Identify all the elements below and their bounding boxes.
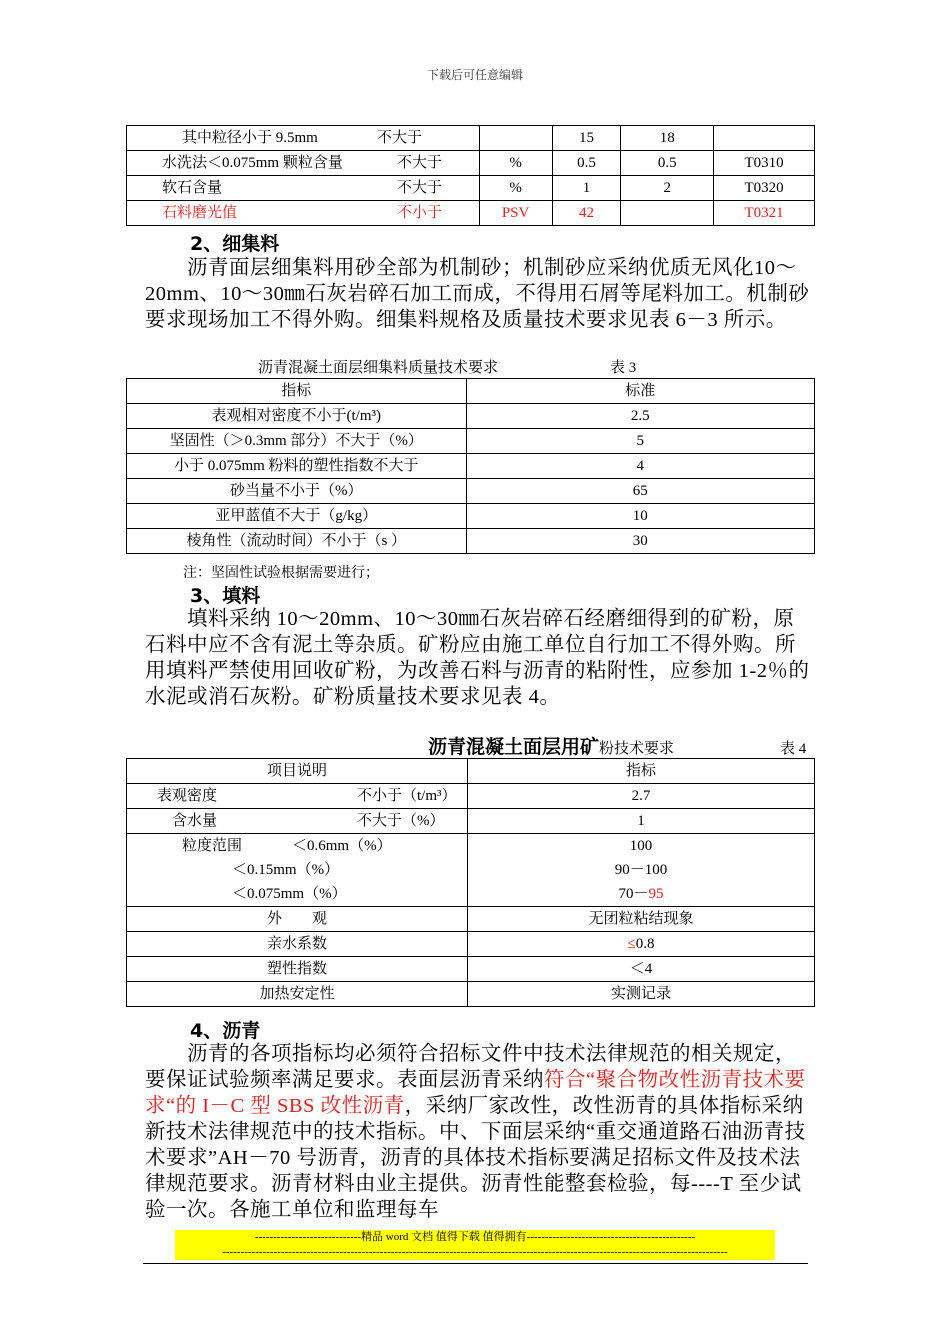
table-header-row [127,759,815,784]
unit-cell: PSV [479,201,552,226]
table-4-caption [428,732,674,759]
item-condition: 不小于（t/m³） [357,788,457,804]
method-cell: T0320 [714,176,815,201]
value-1-cell: 15 [552,126,621,151]
unit-cell [479,126,552,151]
table-row [127,151,815,176]
coarse-aggregate-table [126,125,815,226]
indicator-cell: 坚固性（＞0.3mm 部分）不大于（%） [127,429,467,454]
section-4-heading: 4、沥青 [190,1020,261,1042]
section-4-paragraph [145,1041,810,1223]
table-row [127,176,815,201]
indicator-name: 其中粒径小于 9.5mm [182,130,318,146]
section-4-text-b: ，采纳厂家改性，改性沥青的具体指标采纳新技术法律规范中的技术指标。中、下面层采纳“重交通道路石油沥青技术要求”AH－70 号沥青，沥青的具体技术指标要满足招标文件及技术法律规范要求。沥青材料由业主提供。沥青性能整套检验，每----T 至少试验一次。各施工单位和监理每车 [145,1095,806,1221]
indicator-cell [127,176,480,201]
table-4-caption-rest: 粉技术要求 [599,741,675,757]
index-cell: 无团粒粘结现象 [468,907,815,932]
item-label: 表观密度 [157,788,218,804]
limit-label: 不小于 [397,205,443,221]
table-4-caption-bold: 沥青混凝土面层用矿 [428,736,600,758]
section-2-paragraph: 沥青面层细集料用砂全部为机制砂；机制砂应采纳优质无风化10～20mm、10～30㎜石灰岩碎石加工而成，不得用石屑等尾料加工。机制砂要求现场加工不得外购。细集料规格及质量技术要求见表 6－3 所示。 [145,257,810,331]
index-cell: ＜4 [468,957,815,982]
indicator-cell [127,126,480,151]
item-label: 加热安定性 [259,986,335,1002]
item-cell [127,809,468,834]
indicator-cell [127,151,480,176]
index-cell: 90－100 [468,858,815,882]
table-row [127,529,815,554]
standard-cell: 30 [466,529,814,554]
indicator-name: 石料磨光值 [162,205,238,221]
standard-cell: 5 [466,429,814,454]
item-condition: ＜0.6mm（%） [292,838,392,854]
item-cell [127,907,468,932]
value-1-cell: 1 [552,176,621,201]
limit-label: 不大于 [397,155,443,171]
indicator-cell: 表观相对密度不小于(t/m³) [127,404,467,429]
header-standard: 标准 [466,379,814,404]
footer-banner-line-1: -----------------------------精品 word 文档 值得下载 值得拥有---------------------------------------------- [175,1230,775,1245]
item-condition: ＜0.075mm（%） [232,886,347,902]
item-cell [127,932,468,957]
index-cell: 1 [468,809,815,834]
indicator-cell: 砂当量不小于（%） [127,479,467,504]
table-header-row [127,379,815,404]
item-label: 粒度范围 [182,838,243,854]
table-row [127,429,815,454]
header-indicator: 指标 [127,379,467,404]
item-label: 亲水系数 [266,936,327,952]
item-cell [127,982,468,1007]
index-value-highlight: 95 [648,886,664,902]
unit-cell: % [479,151,552,176]
value-1-cell: 0.5 [552,151,621,176]
item-condition: ＜0.15mm（%） [232,862,340,878]
table-row [127,784,815,809]
indicator-cell: 棱角性（流动时间）不小于（s ） [127,529,467,554]
header-note: 下载后可任意编辑 [426,68,523,82]
index-value: ≤ [627,936,636,952]
table-row [127,907,815,932]
table-row [127,957,815,982]
section-3-heading: 3、填料 [190,585,261,607]
item-label: 外 观 [266,911,327,927]
table-row [127,201,815,226]
item-condition: 不大于（%） [357,813,445,829]
standard-cell: 4 [466,454,814,479]
table-row [127,858,815,882]
index-cell [468,882,815,907]
table-3-note: 注：坚固性试验根据需要进行； [183,566,379,581]
table-row [127,882,815,907]
table-4-number: 表 4 [780,741,807,757]
index-cell: 100 [468,834,815,859]
limit-label: 不大于 [397,180,443,196]
indicator-cell: 小于 0.075mm 粉料的塑性指数不大于 [127,454,467,479]
standard-cell: 65 [466,479,814,504]
standard-cell: 10 [466,504,814,529]
index-value-highlight: 0.8 [635,936,655,952]
table-row [127,126,815,151]
table-row [127,404,815,429]
item-cell [127,834,468,859]
value-2-cell [621,201,714,226]
header-index: 指标 [468,759,815,784]
table-row [127,932,815,957]
footer-divider [143,1263,808,1264]
table-row [127,504,815,529]
table-3-number: 表 3 [610,360,637,376]
item-cell [127,858,468,882]
index-cell [468,932,815,957]
footer-banner-line-2: ------------------------------------------------------------------------------------------------------------------------------------------ [175,1245,775,1260]
item-cell [127,784,468,809]
method-cell: T0310 [714,151,815,176]
item-cell [127,957,468,982]
mineral-powder-table [126,758,815,1007]
table-row [127,809,815,834]
indicator-cell: 亚甲蓝值不大于（g/kg） [127,504,467,529]
standard-cell: 2.5 [466,404,814,429]
index-value: 70－ [618,886,649,902]
index-cell: 实测记录 [468,982,815,1007]
table-3-caption: 沥青混凝土面层细集料质量技术要求 [258,360,499,376]
indicator-name: 软石含量 [162,180,223,196]
method-cell: T0321 [714,201,815,226]
indicator-name: 水洗法＜0.075mm 颗粒含量 [162,155,343,171]
value-2-cell: 0.5 [621,151,714,176]
section-4-text-a: 沥青的各项指标均必须符合招标文件中技术法律规范的相关规定，要保证试验频率满足要求。表面层沥青采纳 [145,1043,796,1091]
limit-label: 不大于 [377,130,423,146]
item-cell [127,882,468,907]
table-row [127,454,815,479]
table-row [127,479,815,504]
unit-cell: % [479,176,552,201]
section-3-paragraph: 填料采纳 10～20mm、10～30㎜石灰岩碎石经磨细得到的矿粉，原石料中应不含有泥土等杂质。矿粉应由施工单位自行加工不得外购。所用填料严禁使用回收矿粉，为改善石料与沥青的粘附性，应参加 1-2％的水泥或消石灰粉。矿粉质量技术要求见表 4。 [145,608,810,708]
section-2-heading: 2、细集料 [190,233,280,255]
section-4-text-highlight: 符合“聚合物改性沥青技术要求“的 I－C 型 SBS 改性沥青 [145,1069,806,1117]
item-label: 含水量 [172,813,218,829]
value-2-cell: 18 [621,126,714,151]
method-cell [714,126,815,151]
item-label: 塑性指数 [266,961,327,977]
value-1-cell: 42 [552,201,621,226]
header-item: 项目说明 [127,759,468,784]
table-row [127,834,815,859]
indicator-cell [127,201,480,226]
table-row [127,982,815,1007]
fine-aggregate-table [126,378,815,554]
index-cell: 2.7 [468,784,815,809]
value-2-cell: 2 [621,176,714,201]
